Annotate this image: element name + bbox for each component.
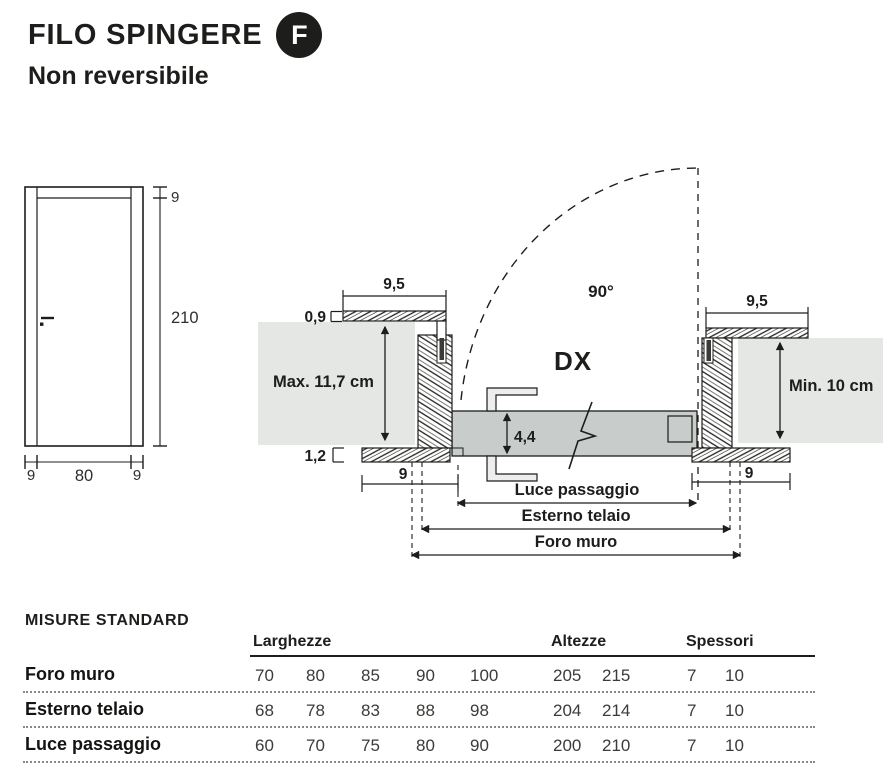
table-cell: 7 <box>687 736 697 755</box>
dim-right-architrave-width: 9,5 <box>746 293 768 310</box>
row-divider <box>23 761 815 763</box>
dim-left-architrave-width: 9,5 <box>383 276 405 293</box>
row-label: Foro muro <box>25 664 115 684</box>
elevation-view <box>25 187 167 469</box>
table-row <box>25 693 815 726</box>
dim-leaf-thickness: 4,4 <box>514 429 536 446</box>
table-cell: 78 <box>306 701 325 720</box>
dim-foro-muro-label: Foro muro <box>534 533 618 551</box>
page-title: FILO SPINGERE <box>28 18 263 51</box>
dim-left-frame-depth: 9 <box>398 466 408 483</box>
dim-left-architrave-thickness: 0,9 <box>304 309 326 326</box>
dim-luce-passaggio-label: Luce passaggio <box>514 481 640 499</box>
table-cell: 83 <box>361 701 380 720</box>
table-title: MISURE STANDARD <box>25 612 190 629</box>
table-cell: 80 <box>416 736 435 755</box>
table-cell: 7 <box>687 701 697 720</box>
swing-angle-label: 90° <box>588 282 614 301</box>
door-outline <box>25 187 143 446</box>
elevation-height-dim <box>153 187 167 446</box>
table-cell: 205 <box>553 666 582 685</box>
dim-left-frame: 9 <box>26 467 36 484</box>
table-cell: 90 <box>470 736 489 755</box>
table-cell: 88 <box>416 701 435 720</box>
table-cell: 80 <box>306 666 325 685</box>
standard-sizes-table <box>25 600 825 770</box>
table-cell: 200 <box>553 736 582 755</box>
table-cell: 70 <box>255 666 274 685</box>
row-label: Luce passaggio <box>25 734 162 754</box>
hand-label: DX <box>553 346 593 376</box>
dim-right-frame-depth: 9 <box>744 465 754 482</box>
handle-top-icon <box>487 388 537 411</box>
table-cell: 98 <box>470 701 489 720</box>
table-cell: 10 <box>725 736 744 755</box>
door-leaf <box>452 388 697 481</box>
table-cell: 70 <box>306 736 325 755</box>
right-wall-label: Min. 10 cm <box>789 377 874 395</box>
handle-bottom-icon <box>487 456 537 481</box>
left-wall-label: Max. 11,7 cm <box>273 373 374 391</box>
table-cell: 215 <box>602 666 631 685</box>
type-badge-letter: F <box>291 19 308 50</box>
dim-door-width: 80 <box>74 467 94 485</box>
table-cell: 68 <box>255 701 274 720</box>
table-row <box>25 728 815 761</box>
dim-esterno-telaio-label: Esterno telaio <box>521 507 631 525</box>
table-row <box>25 658 815 691</box>
group-header-larghezze: Larghezze <box>253 633 332 650</box>
table-cell: 210 <box>602 736 631 755</box>
table-cell: 85 <box>361 666 380 685</box>
dim-top-frame: 9 <box>171 189 180 206</box>
table-cell: 90 <box>416 666 435 685</box>
group-header-spessori: Spessori <box>686 633 754 650</box>
page-subtitle: Non reversibile <box>28 62 209 90</box>
dim-left-bottom-thickness: 1,2 <box>304 448 326 465</box>
table-cell: 75 <box>361 736 380 755</box>
dim-right-frame: 9 <box>132 467 142 484</box>
table-cell: 214 <box>602 701 631 720</box>
table-header-rule <box>250 655 815 657</box>
dim-door-height: 210 <box>171 309 199 327</box>
table-cell: 7 <box>687 666 697 685</box>
table-cell: 204 <box>553 701 582 720</box>
table-cell: 10 <box>725 701 744 720</box>
group-header-altezze: Altezze <box>551 633 607 650</box>
table-cell: 10 <box>725 666 744 685</box>
table-cell: 60 <box>255 736 274 755</box>
table-cell: 100 <box>470 666 499 685</box>
row-label: Esterno telaio <box>25 699 145 719</box>
